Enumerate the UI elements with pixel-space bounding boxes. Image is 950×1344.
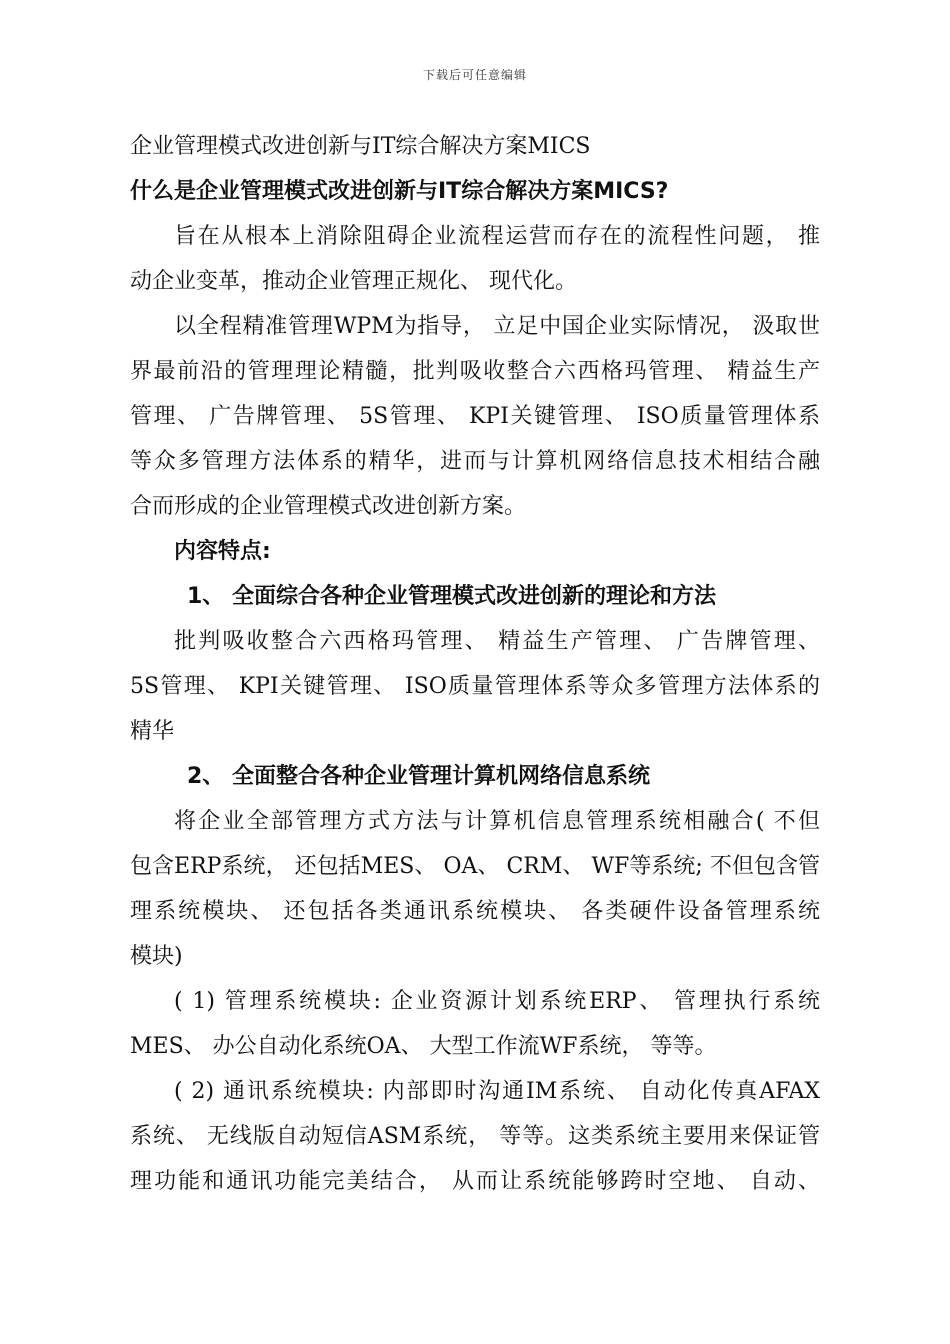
paragraph-line: 等众多管理方法体系的精华，进而与计算机网络信息技术相结合融 xyxy=(130,449,820,474)
paragraph-line: 精华 xyxy=(130,719,175,744)
paragraph-line: 以全程精准管理WPM为指导， 立足中国企业实际情况， 汲取世 xyxy=(174,314,820,339)
paragraph-line: ( 2) 通讯系统模块: 内部即时沟通IM系统、 自动化传真AFAX xyxy=(174,1079,820,1104)
paragraph-line: 将企业全部管理方式方法与计算机信息管理系统相融合( 不但 xyxy=(174,809,820,834)
feature-item-1 xyxy=(130,574,820,754)
paragraph-line: 系统、 无线版自动短信ASM系统， 等等。这类系统主要用来保证管 xyxy=(130,1124,820,1149)
paragraph-line: 界最前沿的管理理论精髓，批判吸收整合六西格玛管理、 精益生产 xyxy=(130,359,820,384)
paragraph-line: 合而形成的企业管理模式改进创新方案。 xyxy=(130,494,527,519)
paragraph-line: 批判吸收整合六西格玛管理、 精益生产管理、 广告牌管理、 xyxy=(174,629,820,654)
paragraph-line: 理功能和通讯功能完美结合， 从而让系统能够跨时空地、 自动、 xyxy=(130,1169,820,1194)
document-title: 企业管理模式改进创新与IT综合解决方案MICS xyxy=(130,134,591,159)
paragraph-line: 旨在从根本上消除阻碍企业流程运营而存在的流程性问题， 推 xyxy=(174,224,820,249)
features-label: 内容特点: xyxy=(174,539,271,564)
feature-heading: 2、 全面整合各种企业管理计算机网络信息系统 xyxy=(187,764,650,789)
question-heading: 什么是企业管理模式改进创新与IT综合解决方案MICS? xyxy=(130,179,669,204)
document-body xyxy=(130,124,820,1204)
paragraph-line: 动企业变革，推动企业管理正规化、 现代化。 xyxy=(130,269,577,294)
paragraph-line: 5S管理、 KPI关键管理、 ISO质量管理体系等众多管理方法体系的 xyxy=(130,674,820,699)
paragraph-wpm xyxy=(130,304,820,529)
page-header: 下载后可任意编辑 xyxy=(422,68,527,82)
feature-heading: 1、 全面综合各种企业管理模式改进创新的理论和方法 xyxy=(187,584,716,609)
paragraph-line: ( 1) 管理系统模块: 企业资源计划系统ERP、 管理执行系统 xyxy=(174,989,820,1014)
paragraph-line: MES、 办公自动化系统OA、 大型工作流WF系统， 等等。 xyxy=(130,1034,717,1059)
paragraph-line: 管理、 广告牌管理、 5S管理、 KPI关键管理、 ISO质量管理体系 xyxy=(130,404,820,429)
sub-item-2 xyxy=(130,1069,820,1204)
feature-item-2 xyxy=(130,754,820,979)
paragraph-line: 理系统模块、 还包括各类通讯系统模块、 各类硬件设备管理系统 xyxy=(130,899,820,924)
paragraph-line: 模块) xyxy=(130,944,183,969)
sub-item-1 xyxy=(130,979,820,1069)
paragraph-line: 包含ERP系统， 还包括MES、 OA、 CRM、 WF等系统; 不但包含管 xyxy=(130,854,820,879)
paragraph-intro xyxy=(130,214,820,304)
